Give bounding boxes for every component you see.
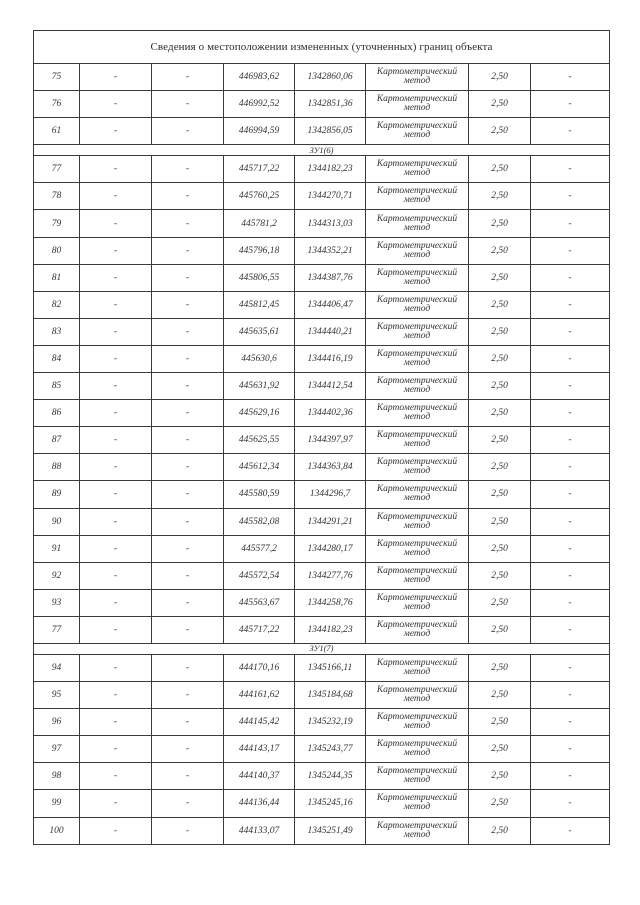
- point-number-cell: 76: [34, 91, 80, 118]
- accuracy-cell: 2,50: [469, 763, 531, 790]
- point-number-cell: 77: [34, 616, 80, 643]
- new-y-cell: 1344412,54: [295, 373, 366, 400]
- accuracy-cell: 2,50: [469, 291, 531, 318]
- old-y-cell: -: [152, 562, 224, 589]
- table-row: [34, 589, 610, 616]
- old-x-cell: -: [80, 210, 152, 237]
- table-row: [34, 156, 610, 183]
- point-number-cell: 87: [34, 427, 80, 454]
- table-row: [34, 763, 610, 790]
- table-row: [34, 210, 610, 237]
- new-x-cell: 444133,07: [224, 817, 295, 844]
- accuracy-cell: 2,50: [469, 118, 531, 145]
- new-x-cell: 445612,34: [224, 454, 295, 481]
- new-x-cell: 446994,59: [224, 118, 295, 145]
- table-row: [34, 454, 610, 481]
- old-x-cell: -: [80, 654, 152, 681]
- old-y-cell: -: [152, 210, 224, 237]
- old-y-cell: -: [152, 291, 224, 318]
- accuracy-cell: 2,50: [469, 210, 531, 237]
- old-x-cell: -: [80, 373, 152, 400]
- description-cell: -: [531, 481, 610, 508]
- new-y-cell: 1344387,76: [295, 264, 366, 291]
- accuracy-cell: 2,50: [469, 183, 531, 210]
- old-y-cell: -: [152, 736, 224, 763]
- method-cell: Картометрический метод: [366, 682, 469, 709]
- table-row: [34, 373, 610, 400]
- old-y-cell: -: [152, 427, 224, 454]
- accuracy-cell: 2,50: [469, 427, 531, 454]
- new-y-cell: 1342860,06: [295, 64, 366, 91]
- old-y-cell: -: [152, 237, 224, 264]
- point-number-cell: 95: [34, 682, 80, 709]
- new-x-cell: 444136,44: [224, 790, 295, 817]
- description-cell: -: [531, 427, 610, 454]
- description-cell: -: [531, 682, 610, 709]
- accuracy-cell: 2,50: [469, 616, 531, 643]
- description-cell: -: [531, 64, 610, 91]
- table-row: [34, 709, 610, 736]
- description-cell: -: [531, 454, 610, 481]
- new-y-cell: 1344313,03: [295, 210, 366, 237]
- description-cell: -: [531, 373, 610, 400]
- old-x-cell: -: [80, 736, 152, 763]
- method-cell: Картометрический метод: [366, 736, 469, 763]
- point-number-cell: 99: [34, 790, 80, 817]
- accuracy-cell: 2,50: [469, 264, 531, 291]
- table-row: [34, 535, 610, 562]
- description-cell: -: [531, 237, 610, 264]
- accuracy-cell: 2,50: [469, 373, 531, 400]
- description-cell: -: [531, 654, 610, 681]
- old-y-cell: -: [152, 589, 224, 616]
- accuracy-cell: 2,50: [469, 454, 531, 481]
- method-cell: Картометрический метод: [366, 210, 469, 237]
- old-x-cell: -: [80, 763, 152, 790]
- old-y-cell: -: [152, 156, 224, 183]
- old-x-cell: -: [80, 183, 152, 210]
- point-number-cell: 94: [34, 654, 80, 681]
- old-x-cell: -: [80, 118, 152, 145]
- table-row: [34, 736, 610, 763]
- description-cell: -: [531, 264, 610, 291]
- old-y-cell: -: [152, 790, 224, 817]
- point-number-cell: 84: [34, 345, 80, 372]
- table-row: [34, 183, 610, 210]
- new-y-cell: 1344416,19: [295, 345, 366, 372]
- point-number-cell: 79: [34, 210, 80, 237]
- table-row: [34, 318, 610, 345]
- section-label: ЗУ1(6): [34, 145, 610, 156]
- new-x-cell: 445629,16: [224, 400, 295, 427]
- new-y-cell: 1344296,7: [295, 481, 366, 508]
- accuracy-cell: 2,50: [469, 709, 531, 736]
- new-x-cell: 445630,6: [224, 345, 295, 372]
- old-y-cell: -: [152, 400, 224, 427]
- new-x-cell: 445812,45: [224, 291, 295, 318]
- new-y-cell: 1344291,21: [295, 508, 366, 535]
- point-number-cell: 91: [34, 535, 80, 562]
- new-x-cell: 445572,54: [224, 562, 295, 589]
- accuracy-cell: 2,50: [469, 400, 531, 427]
- method-cell: Картометрический метод: [366, 118, 469, 145]
- method-cell: Картометрический метод: [366, 562, 469, 589]
- point-number-cell: 82: [34, 291, 80, 318]
- description-cell: -: [531, 589, 610, 616]
- point-number-cell: 81: [34, 264, 80, 291]
- accuracy-cell: 2,50: [469, 91, 531, 118]
- new-x-cell: 445631,92: [224, 373, 295, 400]
- method-cell: Картометрический метод: [366, 373, 469, 400]
- new-y-cell: 1345166,11: [295, 654, 366, 681]
- old-x-cell: -: [80, 481, 152, 508]
- method-cell: Картометрический метод: [366, 237, 469, 264]
- old-x-cell: -: [80, 454, 152, 481]
- description-cell: -: [531, 210, 610, 237]
- point-number-cell: 96: [34, 709, 80, 736]
- method-cell: Картометрический метод: [366, 709, 469, 736]
- method-cell: Картометрический метод: [366, 264, 469, 291]
- method-cell: Картометрический метод: [366, 156, 469, 183]
- old-x-cell: -: [80, 400, 152, 427]
- old-y-cell: -: [152, 91, 224, 118]
- old-x-cell: -: [80, 156, 152, 183]
- old-y-cell: -: [152, 709, 224, 736]
- new-y-cell: 1344182,23: [295, 156, 366, 183]
- old-x-cell: -: [80, 345, 152, 372]
- old-x-cell: -: [80, 291, 152, 318]
- new-y-cell: 1344397,97: [295, 427, 366, 454]
- accuracy-cell: 2,50: [469, 508, 531, 535]
- old-x-cell: -: [80, 817, 152, 844]
- old-x-cell: -: [80, 535, 152, 562]
- table-body: [34, 31, 610, 845]
- old-x-cell: -: [80, 790, 152, 817]
- new-x-cell: 445577,2: [224, 535, 295, 562]
- accuracy-cell: 2,50: [469, 817, 531, 844]
- boundary-table: [33, 30, 610, 845]
- point-number-cell: 86: [34, 400, 80, 427]
- method-cell: Картометрический метод: [366, 817, 469, 844]
- document-page: [33, 30, 609, 845]
- method-cell: Картометрический метод: [366, 790, 469, 817]
- table-header-row: [34, 31, 610, 64]
- new-y-cell: 1344270,71: [295, 183, 366, 210]
- description-cell: -: [531, 709, 610, 736]
- new-y-cell: 1344280,17: [295, 535, 366, 562]
- method-cell: Картометрический метод: [366, 345, 469, 372]
- method-cell: Картометрический метод: [366, 589, 469, 616]
- old-x-cell: -: [80, 64, 152, 91]
- description-cell: -: [531, 790, 610, 817]
- accuracy-cell: 2,50: [469, 790, 531, 817]
- old-x-cell: -: [80, 508, 152, 535]
- section-header-row: [34, 643, 610, 654]
- method-cell: Картометрический метод: [366, 454, 469, 481]
- accuracy-cell: 2,50: [469, 156, 531, 183]
- old-x-cell: -: [80, 616, 152, 643]
- method-cell: Картометрический метод: [366, 535, 469, 562]
- new-x-cell: 445806,55: [224, 264, 295, 291]
- old-x-cell: -: [80, 427, 152, 454]
- description-cell: -: [531, 736, 610, 763]
- new-x-cell: 445625,55: [224, 427, 295, 454]
- old-y-cell: -: [152, 763, 224, 790]
- description-cell: -: [531, 156, 610, 183]
- accuracy-cell: 2,50: [469, 345, 531, 372]
- new-y-cell: 1344352,21: [295, 237, 366, 264]
- accuracy-cell: 2,50: [469, 736, 531, 763]
- method-cell: Картометрический метод: [366, 400, 469, 427]
- description-cell: -: [531, 318, 610, 345]
- old-y-cell: -: [152, 682, 224, 709]
- description-cell: -: [531, 763, 610, 790]
- accuracy-cell: 2,50: [469, 654, 531, 681]
- old-y-cell: -: [152, 345, 224, 372]
- point-number-cell: 92: [34, 562, 80, 589]
- old-y-cell: -: [152, 264, 224, 291]
- table-row: [34, 562, 610, 589]
- accuracy-cell: 2,50: [469, 535, 531, 562]
- new-x-cell: 445563,67: [224, 589, 295, 616]
- table-row: [34, 91, 610, 118]
- accuracy-cell: 2,50: [469, 589, 531, 616]
- new-y-cell: 1345184,68: [295, 682, 366, 709]
- point-number-cell: 89: [34, 481, 80, 508]
- old-y-cell: -: [152, 535, 224, 562]
- method-cell: Картометрический метод: [366, 427, 469, 454]
- point-number-cell: 80: [34, 237, 80, 264]
- description-cell: -: [531, 91, 610, 118]
- table-row: [34, 118, 610, 145]
- new-x-cell: 445580,59: [224, 481, 295, 508]
- section-header-row: [34, 145, 610, 156]
- accuracy-cell: 2,50: [469, 682, 531, 709]
- new-x-cell: 445760,25: [224, 183, 295, 210]
- new-x-cell: 445582,08: [224, 508, 295, 535]
- method-cell: Картометрический метод: [366, 763, 469, 790]
- new-x-cell: 445717,22: [224, 616, 295, 643]
- old-y-cell: -: [152, 481, 224, 508]
- old-y-cell: -: [152, 64, 224, 91]
- new-x-cell: 446992,52: [224, 91, 295, 118]
- new-y-cell: 1345251,49: [295, 817, 366, 844]
- old-x-cell: -: [80, 318, 152, 345]
- table-row: [34, 264, 610, 291]
- old-y-cell: -: [152, 373, 224, 400]
- accuracy-cell: 2,50: [469, 481, 531, 508]
- old-y-cell: -: [152, 318, 224, 345]
- old-x-cell: -: [80, 562, 152, 589]
- old-y-cell: -: [152, 454, 224, 481]
- old-x-cell: -: [80, 682, 152, 709]
- new-x-cell: 445796,18: [224, 237, 295, 264]
- table-row: [34, 654, 610, 681]
- method-cell: Картометрический метод: [366, 183, 469, 210]
- table-row: [34, 682, 610, 709]
- new-x-cell: 445781,2: [224, 210, 295, 237]
- point-number-cell: 100: [34, 817, 80, 844]
- table-row: [34, 400, 610, 427]
- point-number-cell: 98: [34, 763, 80, 790]
- description-cell: -: [531, 345, 610, 372]
- table-row: [34, 345, 610, 372]
- old-x-cell: -: [80, 91, 152, 118]
- new-y-cell: 1345244,35: [295, 763, 366, 790]
- point-number-cell: 97: [34, 736, 80, 763]
- description-cell: -: [531, 817, 610, 844]
- accuracy-cell: 2,50: [469, 64, 531, 91]
- method-cell: Картометрический метод: [366, 654, 469, 681]
- section-label: ЗУ1(7): [34, 643, 610, 654]
- table-row: [34, 508, 610, 535]
- new-y-cell: 1344363,84: [295, 454, 366, 481]
- old-y-cell: -: [152, 118, 224, 145]
- description-cell: -: [531, 508, 610, 535]
- table-row: [34, 817, 610, 844]
- accuracy-cell: 2,50: [469, 318, 531, 345]
- table-row: [34, 237, 610, 264]
- table-title: Сведения о местоположении измененных (уточненных) границ объекта: [34, 31, 610, 64]
- new-x-cell: 444140,37: [224, 763, 295, 790]
- new-x-cell: 445635,61: [224, 318, 295, 345]
- old-y-cell: -: [152, 508, 224, 535]
- description-cell: -: [531, 118, 610, 145]
- point-number-cell: 78: [34, 183, 80, 210]
- new-y-cell: 1344406,47: [295, 291, 366, 318]
- table-row: [34, 616, 610, 643]
- point-number-cell: 61: [34, 118, 80, 145]
- method-cell: Картометрический метод: [366, 616, 469, 643]
- table-row: [34, 790, 610, 817]
- point-number-cell: 85: [34, 373, 80, 400]
- table-row: [34, 481, 610, 508]
- new-x-cell: 444145,42: [224, 709, 295, 736]
- old-x-cell: -: [80, 237, 152, 264]
- description-cell: -: [531, 291, 610, 318]
- description-cell: -: [531, 535, 610, 562]
- table-row: [34, 64, 610, 91]
- point-number-cell: 93: [34, 589, 80, 616]
- old-y-cell: -: [152, 654, 224, 681]
- old-x-cell: -: [80, 709, 152, 736]
- description-cell: -: [531, 400, 610, 427]
- method-cell: Картометрический метод: [366, 508, 469, 535]
- new-y-cell: 1344277,76: [295, 562, 366, 589]
- old-y-cell: -: [152, 616, 224, 643]
- table-row: [34, 427, 610, 454]
- point-number-cell: 77: [34, 156, 80, 183]
- method-cell: Картометрический метод: [366, 291, 469, 318]
- new-y-cell: 1344402,36: [295, 400, 366, 427]
- table-row: [34, 291, 610, 318]
- description-cell: -: [531, 616, 610, 643]
- old-y-cell: -: [152, 183, 224, 210]
- point-number-cell: 88: [34, 454, 80, 481]
- method-cell: Картометрический метод: [366, 318, 469, 345]
- accuracy-cell: 2,50: [469, 237, 531, 264]
- new-y-cell: 1345243,77: [295, 736, 366, 763]
- point-number-cell: 83: [34, 318, 80, 345]
- new-y-cell: 1345232,19: [295, 709, 366, 736]
- new-x-cell: 444143,17: [224, 736, 295, 763]
- point-number-cell: 75: [34, 64, 80, 91]
- new-x-cell: 446983,62: [224, 64, 295, 91]
- description-cell: -: [531, 562, 610, 589]
- old-x-cell: -: [80, 589, 152, 616]
- new-y-cell: 1344440,21: [295, 318, 366, 345]
- old-x-cell: -: [80, 264, 152, 291]
- method-cell: Картометрический метод: [366, 91, 469, 118]
- method-cell: Картометрический метод: [366, 481, 469, 508]
- accuracy-cell: 2,50: [469, 562, 531, 589]
- new-y-cell: 1344182,23: [295, 616, 366, 643]
- new-y-cell: 1342856,05: [295, 118, 366, 145]
- new-x-cell: 444170,16: [224, 654, 295, 681]
- new-x-cell: 445717,22: [224, 156, 295, 183]
- new-y-cell: 1342851,36: [295, 91, 366, 118]
- new-y-cell: 1344258,76: [295, 589, 366, 616]
- new-x-cell: 444161,62: [224, 682, 295, 709]
- description-cell: -: [531, 183, 610, 210]
- new-y-cell: 1345245,16: [295, 790, 366, 817]
- old-y-cell: -: [152, 817, 224, 844]
- method-cell: Картометрический метод: [366, 64, 469, 91]
- point-number-cell: 90: [34, 508, 80, 535]
